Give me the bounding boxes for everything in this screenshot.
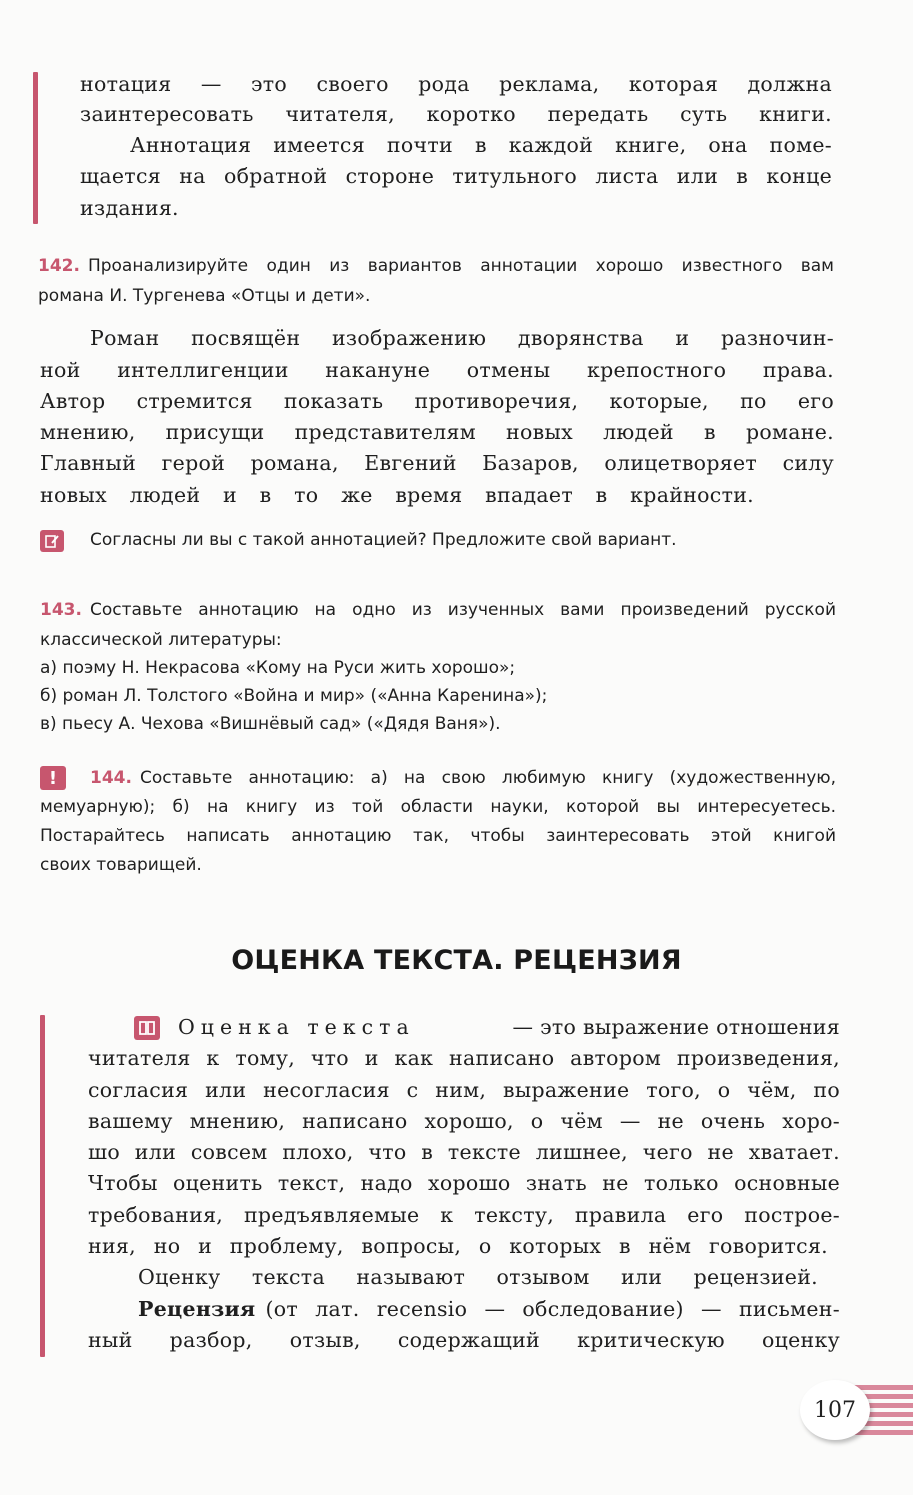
task-text: Составьте аннотацию: а) на свою любимую книгу (художественную, (139, 768, 836, 788)
sample-annotation-line: новых людей и в то же время впадает в крайности. (40, 483, 754, 507)
task-text: своих товарищей. (40, 855, 202, 875)
page-number: 107 (800, 1380, 870, 1440)
review-definition-line: ный разбор, отзыв, содержащий критическую оценку (88, 1328, 840, 1352)
definition-line: согласия или несогласия с ним, выражение того, о чём, по (88, 1078, 840, 1102)
task-143-prompt (40, 600, 836, 620)
task-number: 142. (38, 256, 80, 276)
sample-annotation-line: Роман посвящён изображению дворянства и разночин- (90, 326, 834, 350)
definition-line: требования, предъявляемые к тексту, правила его построе- (88, 1203, 840, 1227)
review-definition-line (138, 1297, 840, 1321)
definition-line: вашему мнению, написано хорошо, о чём — не очень хоро- (88, 1109, 840, 1133)
term-рецензия: Рецензия (138, 1297, 256, 1321)
task-number: 143. (40, 600, 82, 620)
task-142-prompt (38, 256, 834, 276)
rule-margin-bar (40, 1015, 45, 1357)
sample-annotation-line: ной интеллигенции накануне отмены крепостного права. (40, 358, 834, 382)
intro-line: Аннотация имеется почти в каждой книге, она поме- (130, 133, 832, 157)
review-line: Оценку текста называют отзывом или рецензией. (138, 1265, 818, 1289)
task-text: классической литературы: (40, 630, 282, 650)
sample-annotation-line: Автор стремится показать противоречия, которые, по его (40, 389, 834, 413)
review-definition-text: (от лат. recensio — обследование) — письмен- (265, 1297, 840, 1321)
definition-line: шо или совсем плохо, что в тексте лишнее, чего не хватает. (88, 1140, 840, 1164)
sample-annotation-line: мнению, присущи представителям новых людей в романе. (40, 420, 834, 444)
task-text: мемуарную); б) на книгу из той области науки, которой вы интересуетесь. (40, 797, 836, 817)
task-option: б) роман Л. Толстого «Война и мир» («Анна Каренина»); (40, 686, 548, 706)
definition-text: — это выражение отношения (512, 1015, 840, 1039)
definition-first-line (178, 1015, 840, 1039)
rule-margin-bar (33, 72, 38, 224)
task-number: 144. (90, 768, 132, 788)
task-text: Постарайтесь написать аннотацию так, чтобы заинтересовать этой книгой (40, 826, 836, 846)
task-text: Составьте аннотацию на одно из изученных вами произведений русской (89, 600, 836, 620)
intro-line: щается на обратной стороне титульного листа или в конце (80, 164, 832, 188)
sample-annotation-line: Главный герой романа, Евгений Базаров, олицетворяет силу (40, 451, 834, 475)
task-142-question: Согласны ли вы с такой аннотацией? Предложите свой вариант. (90, 530, 677, 550)
exclamation-icon (40, 766, 66, 790)
pencil-icon (40, 530, 64, 552)
task-144-prompt (90, 768, 836, 788)
task-option: в) пьесу А. Чехова «Вишнёвый сад» («Дядя Ваня»). (40, 714, 501, 734)
task-option: а) поэму Н. Некрасова «Кому на Руси жить хорошо»; (40, 658, 516, 678)
intro-line: заинтересовать читателя, коротко передать суть книги. (80, 102, 832, 126)
task-144-badge: ! (48, 767, 58, 789)
intro-line: нотация — это своего рода реклама, которая должна (80, 72, 832, 96)
task-text: романа И. Тургенева «Отцы и дети». (38, 286, 371, 306)
book-icon (134, 1016, 160, 1040)
definition-line: Чтобы оценить текст, надо хорошо знать не только основные (88, 1171, 840, 1195)
definition-line: ния, но и проблему, вопросы, о которых в нём говорится. (88, 1234, 828, 1258)
section-title: ОЦЕНКА ТЕКСТА. РЕЦЕНЗИЯ (231, 945, 682, 976)
task-text: Проанализируйте один из вариантов аннотации хорошо известного вам (87, 256, 834, 276)
term-oценка-текста: Оценка текста (178, 1015, 415, 1039)
intro-line: издания. (80, 196, 179, 220)
definition-line: читателя к тому, что и как написано автором произведения, (88, 1046, 840, 1070)
